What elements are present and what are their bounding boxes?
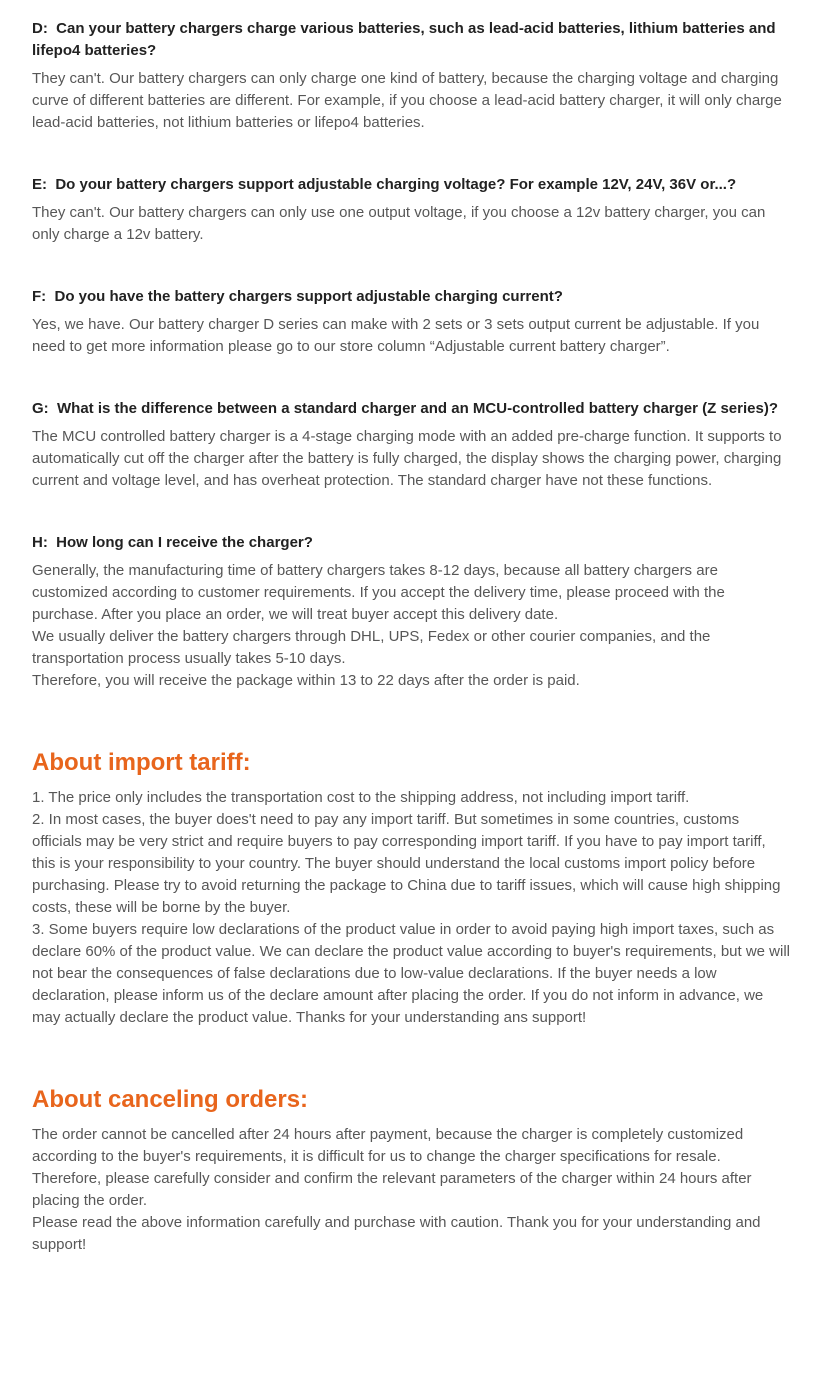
section-title-canceling-orders: About canceling orders: [32, 1086, 309, 1113]
faq-item-e [32, 174, 792, 246]
faq-question-f: F: Do you have the battery chargers support adjustable charging current? [32, 288, 563, 305]
section-paragraph: 1. The price only includes the transportation cost to the shipping address, not including import tariff. [32, 789, 690, 806]
faq-answer-paragraph: The MCU controlled battery charger is a 4-stage charging mode with an added pre-charge function. It supports to automatically cut off the charger after the battery is fully charged, the display shows the charging power, charging current and voltage level, and has overheat protection. The standard charger have not these functions. [32, 428, 782, 489]
section-paragraph: 3. Some buyers require low declarations of the product value in order to avoid paying high import taxes, such as declare 60% of the product value. We can declare the product value according to buyer's requirements, but we will not bear the consequences of false declarations due to low-value declarations. If the buyer needs a low declaration, please inform us of the declare amount after placing the order. If you do not inform in advance, we may actually declare the product value. Thanks for your understanding ans support! [32, 921, 791, 1026]
faq-answer-paragraph: We usually deliver the battery chargers through DHL, UPS, Fedex or other courier companies, and the transportation process usually takes 5-10 days. [32, 628, 711, 667]
faq-item-h [32, 532, 792, 692]
section-paragraph: 2. In most cases, the buyer does't need to pay any import tariff. But sometimes in some countries, customs officials may be very strict and require buyers to pay corresponding import tariff. If you have to pay import tariff, this is your responsibility to your country. The buyer should understand the local customs import policy before purchasing. Please try to avoid returning the package to China due to tariff issues, which will cause high shipping costs, these will be borne by the buyer. [32, 811, 781, 916]
faq-answer-e [32, 202, 792, 246]
faq-answer-paragraph: They can't. Our battery chargers can only use one output voltage, if you choose a 12v battery charger, you can only charge a 12v battery. [32, 204, 766, 243]
faq-answer-d [32, 68, 792, 134]
section-title-import-tariff: About import tariff: [32, 749, 251, 776]
faq-answer-paragraph: Generally, the manufacturing time of battery chargers takes 8-12 days, because all battery chargers are customized according to customer requirements. If you accept the delivery time, please proceed with the purchase. After you place an order, we will treat buyer accept this delivery date. [32, 562, 725, 623]
faq-answer-f [32, 314, 792, 358]
section-paragraph: Please read the above information carefully and purchase with caution. Thank you for your understanding and support! [32, 1214, 761, 1253]
faq-item-d [32, 18, 792, 134]
faq-answer-paragraph: Yes, we have. Our battery charger D series can make with 2 sets or 3 sets output current be adjustable. If you need to get more information please go to our store column “Adjustable current battery charger”. [32, 316, 760, 355]
faq-answer-g [32, 426, 792, 492]
faq-answer-h [32, 560, 792, 692]
faq-question-h: H: How long can I receive the charger? [32, 534, 313, 551]
faq-item-g [32, 398, 792, 492]
faq-answer-paragraph: They can't. Our battery chargers can only charge one kind of battery, because the charging voltage and charging curve of different batteries are different. For example, if you choose a lead-acid battery charger, it will only charge lead-acid batteries, not lithium batteries or lifepo4 batteries. [32, 70, 782, 131]
faq-question-e: E: Do your battery chargers support adjustable charging voltage? For example 12V, 24V, 36V or...? [32, 176, 737, 193]
faq-question-g: G: What is the difference between a standard charger and an MCU-controlled battery charger (Z series)? [32, 400, 778, 417]
section-paragraph: The order cannot be cancelled after 24 hours after payment, because the charger is completely customized according to the buyer's requirements, it is difficult for us to change the charger specifications for resale. Therefore, please carefully consider and confirm the relevant parameters of the charger within 24 hours after placing the order. [32, 1126, 752, 1209]
section-canceling-orders [32, 1085, 792, 1256]
section-import-tariff [32, 748, 792, 1029]
faq-question-d: D: Can your battery chargers charge various batteries, such as lead-acid batteries, lithium batteries and lifepo4 batteries? [32, 20, 780, 59]
faq-item-f [32, 286, 792, 358]
faq-answer-paragraph: Therefore, you will receive the package within 13 to 22 days after the order is paid. [32, 672, 580, 689]
